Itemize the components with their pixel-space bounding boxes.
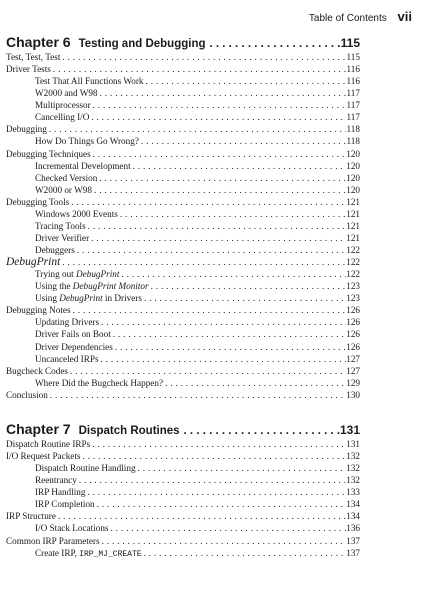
running-header xyxy=(309,10,412,26)
toc-entry-text: Multiprocessor xyxy=(35,100,91,111)
toc-entry-title xyxy=(6,123,47,135)
toc-entry-text: Debugging Techniques xyxy=(6,148,91,159)
toc-entry-code: IRP_MJ_CREATE xyxy=(79,549,142,559)
toc-entry[interactable] xyxy=(6,510,360,522)
toc-entry[interactable] xyxy=(6,196,360,208)
toc-entry-text: Bugcheck Codes xyxy=(6,365,69,376)
toc-entry-page: 122 xyxy=(346,245,360,255)
dot-leader xyxy=(81,450,346,462)
toc-entry-text: DebugPrint xyxy=(6,256,61,269)
toc-entry-title xyxy=(35,111,89,123)
dot-leader xyxy=(113,341,346,353)
dot-leader xyxy=(97,172,346,184)
toc-entry[interactable] xyxy=(6,135,360,147)
toc-entry-page: 126 xyxy=(346,317,360,328)
toc-entry[interactable] xyxy=(6,172,360,184)
toc-entry-italic: DebugPrint xyxy=(59,293,103,304)
toc-entry-page: 126 xyxy=(346,341,360,352)
dot-leader xyxy=(99,316,346,328)
toc-entry[interactable] xyxy=(6,353,360,365)
dot-leader xyxy=(139,135,346,147)
toc-entry[interactable] xyxy=(6,220,360,232)
toc-entry[interactable] xyxy=(6,160,360,172)
toc-entry-title xyxy=(35,220,86,232)
dot-leader xyxy=(98,87,346,99)
chapter-page: 115 xyxy=(340,36,360,50)
toc-entry-text: I/O Stack Locations xyxy=(35,523,109,534)
toc-entry-title xyxy=(6,148,91,160)
toc-entry-page: 121 xyxy=(346,220,360,231)
toc-entry-italic: DebugPrint xyxy=(76,269,120,280)
toc-entry-text: Reentrancy xyxy=(35,475,77,486)
dot-leader xyxy=(111,328,346,340)
dot-leader xyxy=(142,292,346,304)
chapter-6-heading[interactable] xyxy=(6,33,360,51)
toc-entry[interactable] xyxy=(6,51,360,63)
toc-entry-text: Driver Dependencies xyxy=(35,341,113,352)
toc-entry-page: 132 xyxy=(346,463,360,474)
toc-entry[interactable] xyxy=(6,377,360,389)
dot-leader xyxy=(69,196,346,208)
toc-entry-page: 127 xyxy=(346,365,360,376)
toc-entry-text: IRP Handling xyxy=(35,487,86,498)
toc-entry[interactable] xyxy=(6,328,360,340)
toc-entry-title xyxy=(35,486,85,498)
toc-entry-title xyxy=(6,63,51,75)
toc-entry[interactable] xyxy=(6,547,360,559)
toc-entry-page: 123 xyxy=(346,293,360,304)
chapter-7-heading[interactable] xyxy=(6,420,360,438)
toc-entry[interactable] xyxy=(6,184,360,196)
toc-entry-title xyxy=(35,244,75,256)
toc-entry[interactable] xyxy=(6,148,360,160)
toc-entry[interactable] xyxy=(6,486,360,498)
toc-entry[interactable] xyxy=(6,365,360,377)
toc-entry[interactable] xyxy=(6,87,360,99)
dot-leader xyxy=(136,462,346,474)
toc-entry-text: Debuggers xyxy=(35,245,75,255)
dot-leader xyxy=(100,535,346,547)
toc-entry-page: 117 xyxy=(346,112,360,123)
dot-leader xyxy=(119,268,346,280)
dot-leader xyxy=(91,99,346,111)
toc-entry[interactable] xyxy=(6,474,360,486)
toc-entry-page: 121 xyxy=(346,232,360,243)
toc-entry-page: 133 xyxy=(346,487,360,498)
toc-entry-page: 122 xyxy=(346,257,360,268)
toc-entry-page: 116 xyxy=(346,76,360,87)
dot-leader xyxy=(108,522,346,534)
toc-entry-title xyxy=(6,51,60,63)
toc-entry-title xyxy=(35,292,142,304)
toc-entry[interactable] xyxy=(6,304,360,316)
toc-entry-page: 121 xyxy=(346,196,360,207)
dot-leader xyxy=(149,280,346,292)
toc-entry-title xyxy=(35,135,139,147)
toc-entry-text: Debugging xyxy=(6,124,47,135)
toc-entry-text: Driver Tests xyxy=(6,64,51,75)
toc-entry[interactable] xyxy=(6,208,360,220)
toc-entry-title xyxy=(6,535,100,547)
toc-entry[interactable] xyxy=(6,63,360,75)
toc-entry-title xyxy=(35,522,108,534)
dot-leader xyxy=(85,486,346,498)
toc-entry-text: Cancelling I/O xyxy=(35,112,90,123)
running-header-title: Table of Contents xyxy=(308,13,387,24)
toc-entry-title xyxy=(35,547,142,559)
toc-entry-page: 118 xyxy=(346,136,360,147)
toc-entry-title xyxy=(35,280,149,292)
toc-entry-title xyxy=(35,377,163,389)
dot-leader xyxy=(71,304,346,316)
toc-entry-page: 136 xyxy=(346,523,360,534)
toc-entry-title xyxy=(35,474,77,486)
toc-entry[interactable] xyxy=(6,450,360,462)
toc-entry-title xyxy=(6,365,68,377)
chapter-title: Dispatch Routines xyxy=(78,425,180,437)
toc-entry-text: How Do Things Go Wrong? xyxy=(35,136,139,147)
toc-entry-text: Dispatch Routine IRPs xyxy=(6,439,91,449)
toc-entry-page: 117 xyxy=(346,100,360,111)
dot-leader xyxy=(75,244,346,256)
toc-entry-text: W2000 and W98 xyxy=(35,88,98,99)
toc-entry-title xyxy=(6,510,56,522)
dot-leader xyxy=(60,51,346,63)
dot-leader xyxy=(206,35,341,51)
toc-entry-text: IRP Completion xyxy=(35,499,95,510)
toc-entry[interactable] xyxy=(6,256,360,268)
toc-entry[interactable] xyxy=(6,316,360,328)
toc-entry[interactable] xyxy=(6,111,360,123)
dot-leader xyxy=(99,353,346,365)
toc-entry-title xyxy=(35,75,144,87)
toc-entry-text: I/O Request Packets xyxy=(6,451,81,462)
dot-leader xyxy=(118,208,346,220)
chapter-title: Testing and Debugging xyxy=(78,38,206,50)
toc-entry[interactable] xyxy=(6,535,360,547)
toc-entry-title xyxy=(35,316,99,328)
dot-leader xyxy=(163,377,346,389)
toc-entry-page: 137 xyxy=(346,547,360,558)
toc-entry-text: Trying out xyxy=(35,269,77,280)
dot-leader xyxy=(68,365,346,377)
dot-leader xyxy=(77,474,346,486)
toc-entry[interactable] xyxy=(6,292,360,304)
toc-entry-page: 122 xyxy=(346,269,360,280)
toc-entry-title xyxy=(6,450,81,462)
toc-entry-title xyxy=(35,87,98,99)
chapter-number: Chapter 7 xyxy=(6,421,71,437)
toc-entry[interactable] xyxy=(6,244,360,256)
toc-entry-title xyxy=(35,341,113,353)
toc-entry-text: Dispatch Routine Handling xyxy=(35,463,136,474)
toc-entry-title xyxy=(35,208,118,220)
toc-entry[interactable] xyxy=(6,123,360,135)
dot-leader xyxy=(142,547,346,559)
toc-entry[interactable] xyxy=(6,99,360,111)
dot-leader xyxy=(60,256,346,268)
toc-entry-text: Driver Fails on Boot xyxy=(35,329,111,340)
toc-entry-page: 134 xyxy=(346,499,360,510)
toc-entry-title xyxy=(6,256,60,268)
toc-entry-page: 120 xyxy=(346,160,360,171)
toc-entry-page: 123 xyxy=(346,281,360,292)
toc-entry-page: 132 xyxy=(346,475,360,486)
toc-entry-page: 126 xyxy=(346,329,360,340)
dot-leader xyxy=(51,63,346,75)
toc-entry-text: Where Did the Bugcheck Happen? xyxy=(35,377,164,388)
toc-entry-title xyxy=(35,462,136,474)
toc-entry-text: Test That All Functions Work xyxy=(35,76,144,87)
toc-entry-text-after: in Drivers xyxy=(102,293,142,304)
toc-entry[interactable] xyxy=(6,268,360,280)
toc-entry-text: Windows 2000 Events xyxy=(35,208,118,219)
dot-leader xyxy=(89,111,346,123)
toc-entry-page: 137 xyxy=(346,535,360,546)
toc-entry-page: 118 xyxy=(346,124,360,135)
toc-entry-title xyxy=(35,353,99,365)
toc-entry-title xyxy=(35,232,89,244)
toc-entry-text: Using the xyxy=(35,281,73,292)
toc-entry-title xyxy=(35,99,91,111)
toc-entry-text: Test, Test, Test xyxy=(6,52,61,62)
toc-entry-page: 131 xyxy=(346,439,360,449)
chapter-number: Chapter 6 xyxy=(6,34,71,50)
toc-entry[interactable] xyxy=(6,438,360,450)
toc-entry-text: Uncanceled IRPs xyxy=(35,353,99,364)
toc-entry-page: 134 xyxy=(346,511,360,522)
toc-entry[interactable] xyxy=(6,389,360,401)
dot-leader xyxy=(86,220,346,232)
toc-entry-text: Conclusion xyxy=(6,389,48,400)
toc-entry[interactable] xyxy=(6,522,360,534)
toc-entry-title xyxy=(6,389,48,401)
toc-entry-page: 126 xyxy=(346,305,360,316)
toc-entry-title xyxy=(35,328,111,340)
toc-entry-page: 130 xyxy=(346,389,360,400)
toc-entry-page: 120 xyxy=(346,172,360,183)
toc-entry-title xyxy=(6,438,90,450)
toc-entry[interactable] xyxy=(6,498,360,510)
toc-entry-title xyxy=(35,184,92,196)
dot-leader xyxy=(92,184,346,196)
dot-leader xyxy=(131,160,346,172)
toc-entry-text: Updating Drivers xyxy=(35,317,100,328)
toc-entry-italic: DebugPrint Monitor xyxy=(72,281,149,292)
toc-entry-page: 120 xyxy=(346,184,360,195)
toc-entry-title xyxy=(6,304,71,316)
toc-entry[interactable] xyxy=(6,232,360,244)
toc-entry[interactable] xyxy=(6,75,360,87)
dot-leader xyxy=(180,422,340,438)
chapter-7-entries xyxy=(6,438,360,559)
toc-entry-text: Checked Version xyxy=(35,172,98,183)
chapter-6-entries xyxy=(6,51,360,401)
toc-entry-text: Using xyxy=(35,293,60,304)
toc-entry-page: 117 xyxy=(346,88,360,99)
toc-entry[interactable] xyxy=(6,280,360,292)
toc-entry-page: 120 xyxy=(346,148,360,159)
dot-leader xyxy=(91,148,346,160)
toc-entry-text: Debugging Notes xyxy=(6,305,71,316)
toc-entry-text: IRP Structure xyxy=(6,511,56,522)
toc-entry-title xyxy=(35,160,131,172)
toc-entry-title xyxy=(6,196,69,208)
chapter-6-section xyxy=(6,33,360,401)
toc-entry-text: Create IRP, xyxy=(35,547,80,558)
dot-leader xyxy=(47,123,346,135)
dot-leader xyxy=(56,510,346,522)
toc-entry-page: 116 xyxy=(346,64,360,75)
toc-entry-text: Incremental Development xyxy=(35,160,131,171)
dot-leader xyxy=(144,75,346,87)
toc-entry-title xyxy=(35,172,97,184)
toc-entry-page: 121 xyxy=(346,208,360,219)
toc-entry[interactable] xyxy=(6,341,360,353)
toc-entry-title xyxy=(35,268,119,280)
toc-entry-text: W2000 or W98 xyxy=(35,184,92,195)
page-number: vii xyxy=(397,9,412,24)
dot-leader xyxy=(89,232,346,244)
toc-entry-text: Driver Verifier xyxy=(35,232,90,243)
dot-leader xyxy=(90,438,346,450)
toc-entry-page: 115 xyxy=(346,52,360,62)
toc-entry-text: Tracing Tools xyxy=(35,220,86,231)
dot-leader xyxy=(48,389,346,401)
dot-leader xyxy=(95,498,346,510)
toc-entry-title xyxy=(35,498,95,510)
chapter-page: 131 xyxy=(339,423,360,437)
toc-entry-page: 132 xyxy=(346,451,360,462)
toc-entry-page: 129 xyxy=(346,377,360,388)
toc-entry-text: Debugging Tools xyxy=(6,196,70,207)
toc-entry-page: 127 xyxy=(346,353,360,364)
toc-entry-text: Common IRP Parameters xyxy=(6,535,100,546)
chapter-7-section xyxy=(6,420,360,559)
toc-entry[interactable] xyxy=(6,462,360,474)
